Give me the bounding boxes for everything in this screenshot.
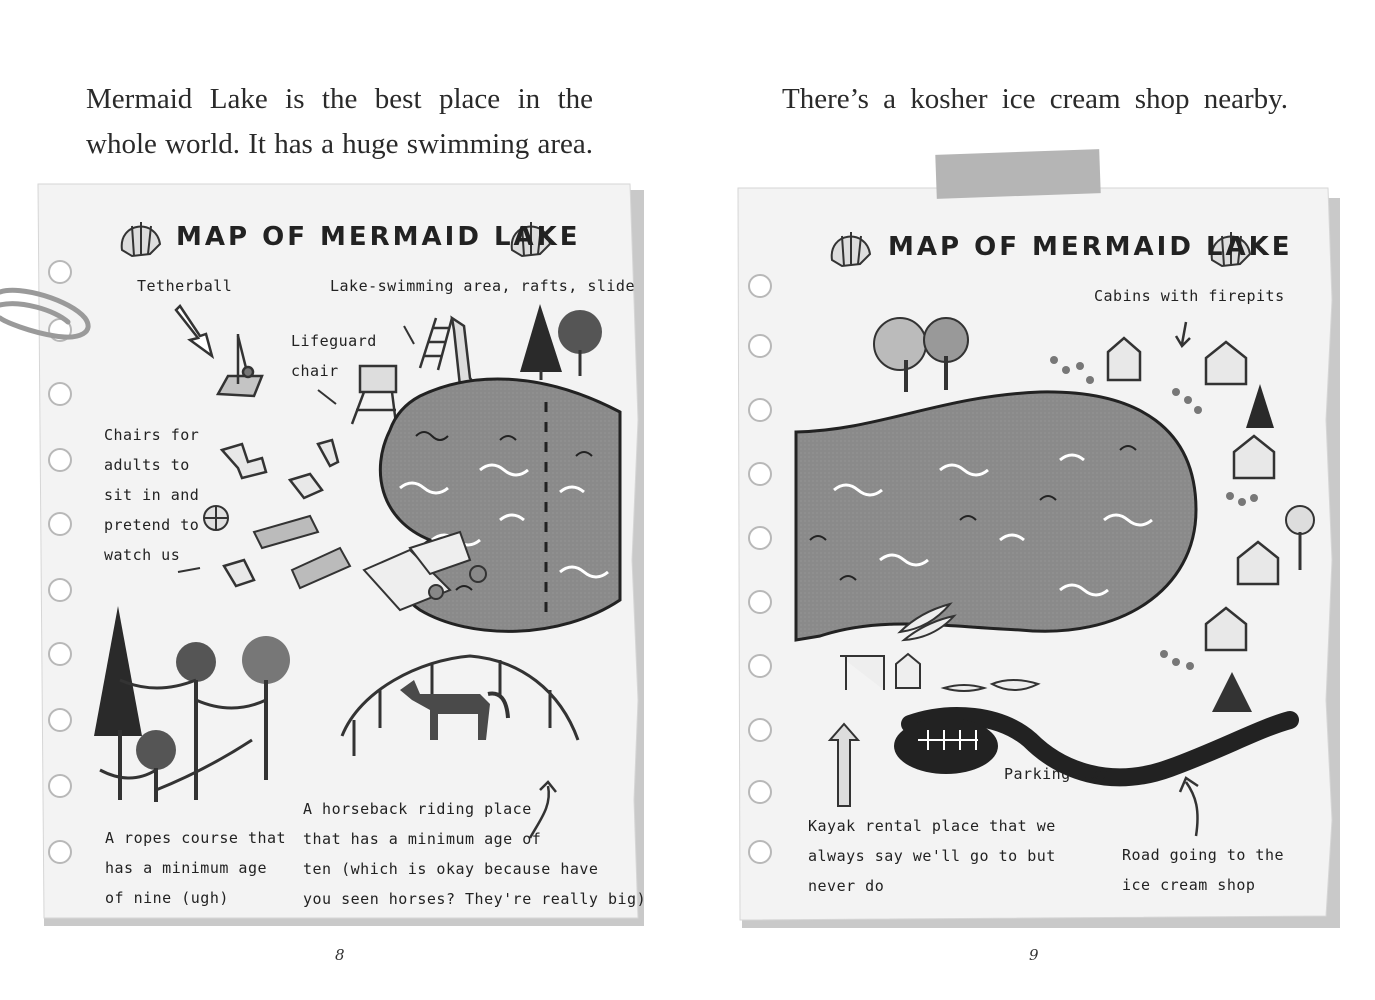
chairs-label-line1: Chairs for [104, 426, 200, 444]
chairs-label-line4: pretend to [104, 516, 200, 534]
right-page-number: 9 [1029, 946, 1039, 964]
kayak-label-line2: always say we'll go to but [808, 847, 1056, 865]
road-label-line2: ice cream shop [1122, 876, 1256, 894]
lake-right [796, 392, 1196, 640]
left-page-number: 8 [335, 946, 345, 964]
chairs-label-line5: watch us [104, 546, 181, 564]
horse-label-line2: that has a minimum age of [303, 830, 542, 848]
road-label-line1: Road going to the [1122, 846, 1285, 864]
washi-tape [935, 149, 1100, 199]
horse-label-line3: ten (which is okay because have [303, 860, 599, 878]
horse-label-line4: you seen horses? They're really big) [303, 890, 647, 908]
beach-ball-icon [204, 506, 228, 530]
lifeguard-label-line2: chair [291, 362, 339, 380]
tetherball-label: Tetherball [137, 277, 233, 295]
cabins-label: Cabins with firepits [1094, 287, 1285, 305]
right-page-prose: There’s a kosher ice cream shop nearby. [782, 83, 1288, 115]
right-map-title: MAP OF MERMAID LAKE [888, 232, 1293, 262]
ropes-label-line1: A ropes course that [105, 829, 287, 847]
kayak-label-line3: never do [808, 877, 885, 895]
left-map-title: MAP OF MERMAID LAKE [176, 222, 581, 252]
chairs-label-line3: sit in and [104, 486, 200, 504]
lake-swimming-label: Lake-swimming area, rafts, slide [330, 277, 635, 295]
parking-label: Parking lot [1004, 765, 1109, 783]
kayak-label-line1: Kayak rental place that we [808, 817, 1056, 835]
ropes-label-line2: has a minimum age [105, 859, 268, 877]
horse-label-line1: A horseback riding place [303, 800, 532, 818]
chairs-label-line2: adults to [104, 456, 190, 474]
left-page-prose: Mermaid Lake is the best place in the whole world. It has a huge swimming area. [86, 83, 593, 160]
ropes-label-line3: of nine (ugh) [105, 889, 229, 907]
lifeguard-label-line1: Lifeguard [291, 332, 377, 350]
